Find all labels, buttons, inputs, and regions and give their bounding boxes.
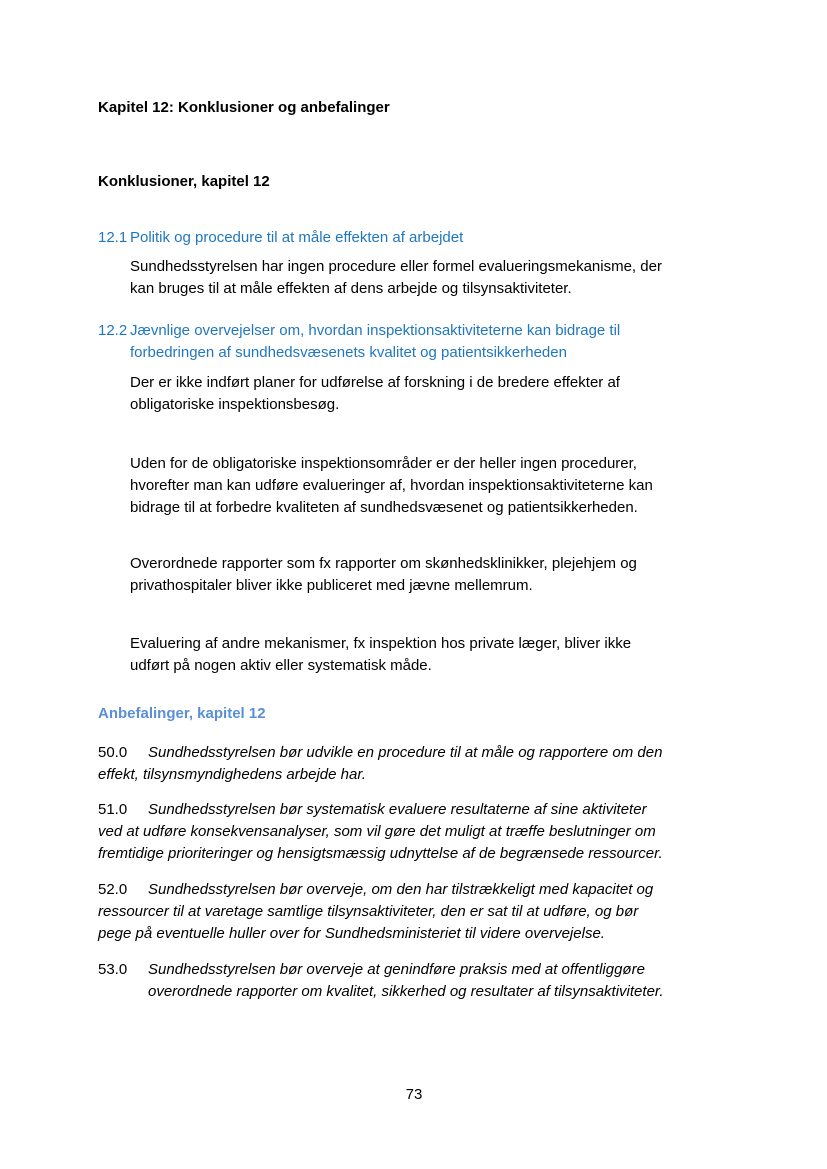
subsection-12-2-heading	[98, 320, 730, 364]
recommendation-line: ressourcer til at varetage samtlige tilsynsaktiviteter, den er sat til at udføre, og bør	[98, 903, 639, 920]
paragraph-line: udført på nogen aktiv eller systematisk måde.	[130, 657, 432, 674]
recommendation-52	[98, 879, 730, 945]
paragraph-line: Uden for de obligatoriske inspektionsområder er der heller ingen procedurer,	[130, 455, 637, 472]
conclusions-heading: Konklusioner, kapitel 12	[98, 173, 270, 190]
recommendation-line: pege på eventuelle huller over for Sundhedsministeriet til videre overvejelse.	[98, 925, 605, 942]
recommendation-51	[98, 799, 730, 865]
recommendation-50	[98, 742, 730, 786]
subsection-12-1-heading	[98, 227, 730, 249]
recommendations-heading: Anbefalinger, kapitel 12	[98, 705, 266, 722]
recommendation-53	[98, 959, 730, 1003]
recommendation-line: Sundhedsstyrelsen bør udvikle en procedure til at måle og rapportere om den	[148, 744, 663, 761]
paragraph-line: Evaluering af andre mekanismer, fx inspektion hos private læger, bliver ikke	[130, 635, 632, 652]
recommendation-number: 53.0	[98, 961, 128, 978]
paragraph-line: Sundhedsstyrelsen har ingen procedure eller formel evalueringsmekanisme, der	[130, 258, 662, 275]
subsection-number: 12.1	[98, 229, 128, 246]
paragraph-line: Overordnede rapporter som fx rapporter om skønhedsklinikker, plejehjem og	[130, 555, 637, 572]
recommendation-line: Sundhedsstyrelsen bør systematisk evaluere resultaterne af sine aktiviteter	[148, 801, 647, 818]
subsection-12-1-paragraph	[130, 256, 730, 300]
recommendation-number: 50.0	[98, 744, 128, 761]
recommendation-line: Sundhedsstyrelsen bør overveje at genindføre praksis med at offentliggøre	[148, 961, 645, 978]
recommendation-line: effekt, tilsynsmyndighedens arbejde har.	[98, 766, 366, 783]
recommendation-line: Sundhedsstyrelsen bør overveje, om den har tilstrækkeligt med kapacitet og	[148, 881, 654, 898]
subsection-12-2-paragraph-1	[130, 372, 730, 416]
subsection-title: Jævnlige overvejelser om, hvordan inspektionsaktiviteterne kan bidrage til	[130, 322, 621, 339]
subsection-title-continued: forbedringen af sundhedsvæsenets kvalitet og patientsikkerheden	[130, 344, 567, 361]
paragraph-line: kan bruges til at måle effekten af dens arbejde og tilsynsaktiviteter.	[130, 280, 572, 297]
recommendation-line: ved at udføre konsekvensanalyser, som vil gøre det muligt at træffe beslutninger om	[98, 823, 656, 840]
recommendation-number: 51.0	[98, 801, 128, 818]
chapter-title: Kapitel 12: Konklusioner og anbefalinger	[98, 99, 390, 116]
subsection-12-2-paragraph-2	[130, 453, 730, 519]
recommendation-line: fremtidige prioriteringer og hensigtsmæssig udnyttelse af de begrænsede ressourcer.	[98, 845, 663, 862]
paragraph-line: privathospitaler bliver ikke publiceret med jævne mellemrum.	[130, 577, 533, 594]
subsection-12-2-paragraph-3	[130, 553, 730, 597]
subsection-title: Politik og procedure til at måle effekten af arbejdet	[130, 229, 464, 246]
paragraph-line: Der er ikke indført planer for udførelse af forskning i de bredere effekter af	[130, 374, 620, 391]
paragraph-line: bidrage til at forbedre kvaliteten af sundhedsvæsenet og patientsikkerheden.	[130, 499, 638, 516]
subsection-12-2-paragraph-4	[130, 633, 730, 677]
recommendation-line: overordnede rapporter om kvalitet, sikkerhed og resultater af tilsynsaktiviteter.	[148, 983, 664, 1000]
paragraph-line: hvorefter man kan udføre evalueringer af, hvordan inspektionsaktiviteterne kan	[130, 477, 653, 494]
recommendation-number: 52.0	[98, 881, 128, 898]
page-number: 73	[405, 1086, 423, 1103]
subsection-number: 12.2	[98, 322, 128, 339]
paragraph-line: obligatoriske inspektionsbesøg.	[130, 396, 340, 413]
